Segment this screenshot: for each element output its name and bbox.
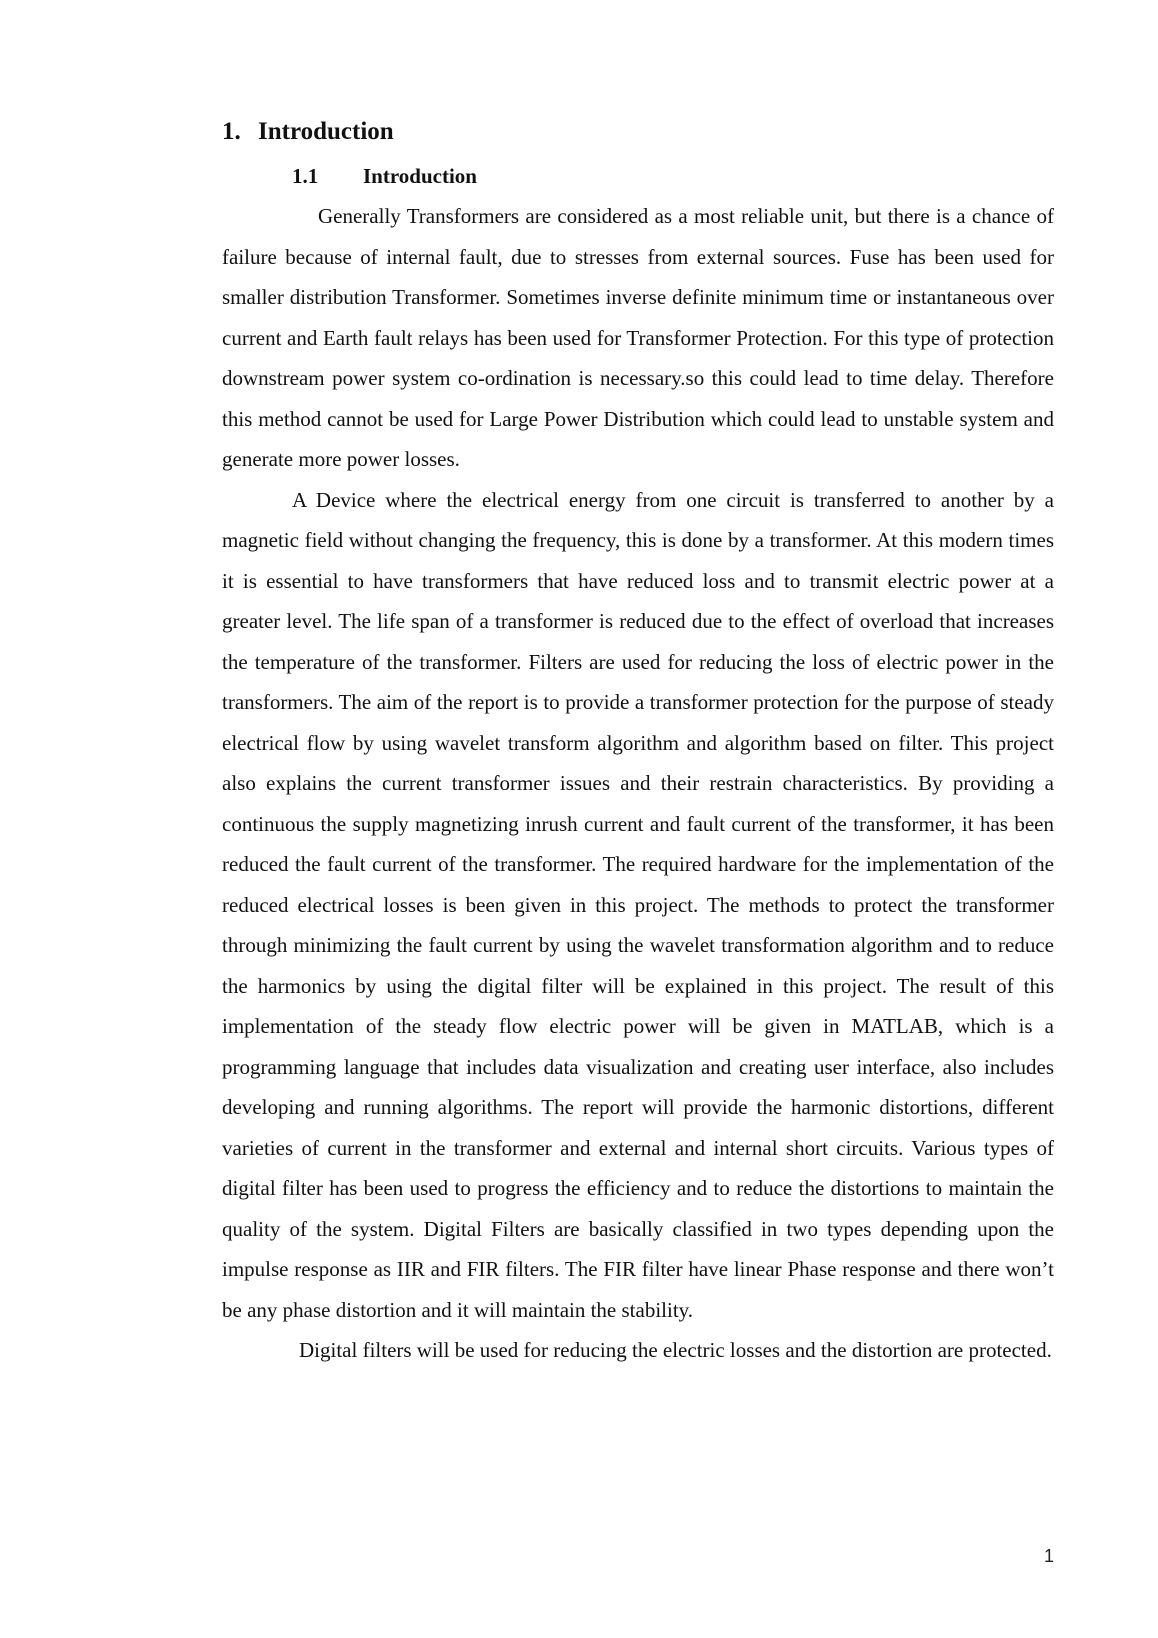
paragraph-1: Generally Transformers are considered as a most reliable unit, but there is a chance of failure because of internal fault, due to stresses from external sources. Fuse has been used for smaller distribution Transformer. Sometimes inverse definite minimum time or instantaneous over current and Earth fault relays has been used for Transformer Protection. For this type of protection downstream power system co-ordination is necessary.so this could lead to time delay. Therefore this method cannot be used for Large Power Distribution which could lead to unstable system and generate more power losses.	[222, 204, 1054, 471]
page-content	[222, 108, 1054, 1371]
page-number: 1	[1043, 1546, 1054, 1566]
section-number: 1.1	[292, 164, 319, 188]
section-title: Introduction	[363, 164, 477, 188]
chapter-number: 1.	[222, 118, 241, 145]
section-heading	[292, 156, 1054, 196]
chapter-heading	[222, 108, 1054, 156]
paragraph-2: A Device where the electrical energy from one circuit is transferred to another by a magnetic field without changing the frequency, this is done by a transformer. At this modern times it is essential to have transformers that have reduced loss and to transmit electric power at a greater level. The life span of a transformer is reduced due to the effect of overload that increases the temperature of the transformer. Filters are used for reducing the loss of electric power in the transformers. The aim of the report is to provide a transformer protection for the purpose of steady electrical flow by using wavelet transform algorithm and algorithm based on filter. This project also explains the current transformer issues and their restrain characteristics. By providing a continuous the supply magnetizing inrush current and fault current of the transformer, it has been reduced the fault current of the transformer. The required hardware for the implementation of the reduced electrical losses is been given in this project. The methods to protect the transformer through minimizing the fault current by using the wavelet transformation algorithm and to reduce the harmonics by using the digital filter will be explained in this project. The result of this implementation of the steady flow electric power will be given in MATLAB, which is a programming language that includes data visualization and creating user interface, also includes developing and running algorithms. The report will provide the harmonic distortions, different varieties of current in the transformer and external and internal short circuits. Various types of digital filter has been used to progress the efficiency and to reduce the distortions to maintain the quality of the system. Digital Filters are basically classified in two types depending upon the impulse response as IIR and FIR filters. The FIR filter have linear Phase response and there won’t be any phase distortion and it will maintain the stability.	[222, 487, 1054, 1322]
paragraph-3: Digital filters will be used for reducing the electric losses and the distortion are protected.	[299, 1338, 1052, 1362]
chapter-title: Introduction	[258, 118, 394, 145]
